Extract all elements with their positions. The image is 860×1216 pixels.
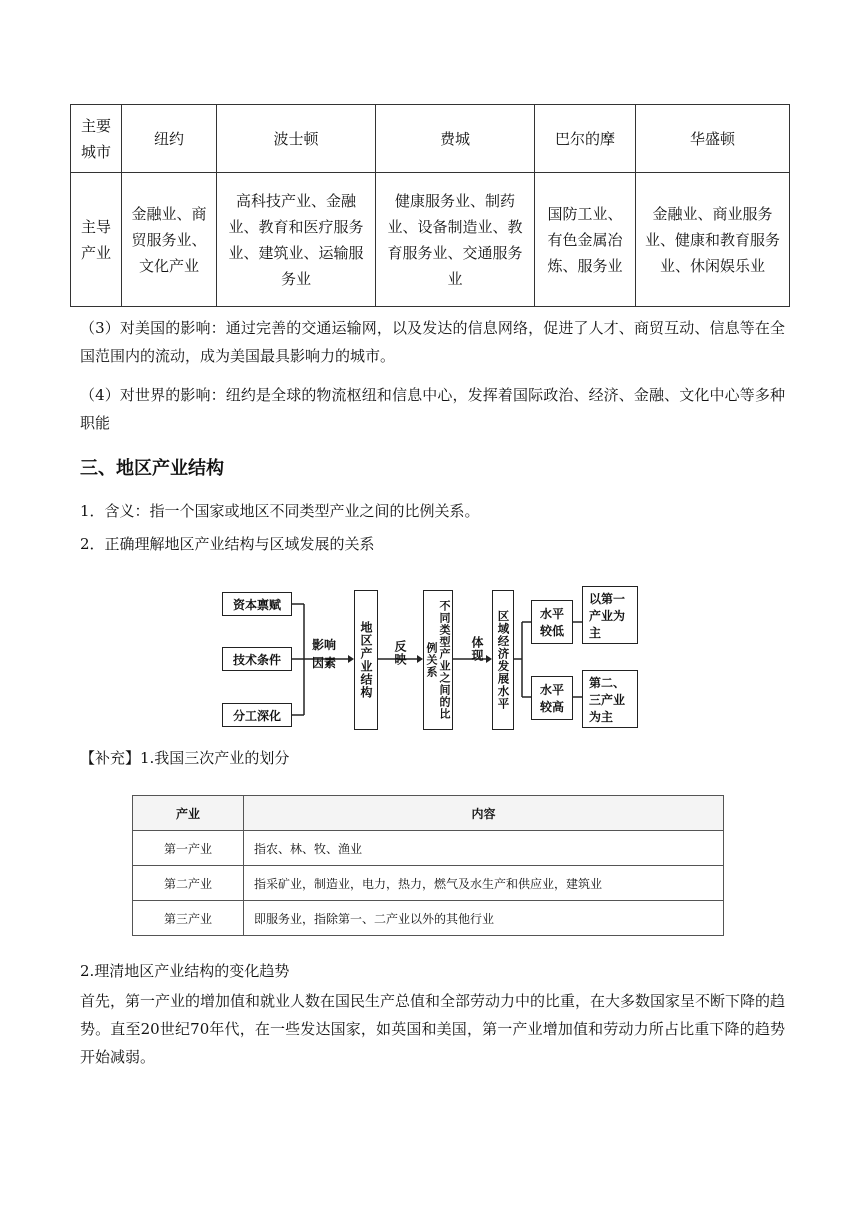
table-cell: 波士顿 [217,105,376,173]
trend-title: 2.理清地区产业结构的变化趋势 [80,962,290,980]
factor-box: 分工深化 [222,703,292,727]
factor-box: 技术条件 [222,647,292,671]
structure-box [354,590,378,730]
table-header-cell: 产业 [133,796,244,831]
relation-item: 2．正确理解地区产业结构与区域发展的关系 [80,535,375,553]
table-row [71,173,790,307]
table-cell: 指采矿业，制造业，电力，热力，燃气及水生产和供应业，建筑业 [244,866,724,901]
table-cell: 国防工业、有色金属冶炼、服务业 [535,173,636,307]
table-cell: 第一产业 [133,831,244,866]
supplement-title: 【补充】1.我国三次产业的划分 [80,749,290,767]
table-row [133,866,724,901]
table-cell: 即服务业，指除第一、二产业以外的其他行业 [244,901,724,936]
section-title: 三、地区产业结构 [80,458,224,479]
table-header-row [133,796,724,831]
table-cell: 健康服务业、制药业、设备制造业、教育服务业、交通服务业 [376,173,535,307]
primary-box: 以第一产业为主 [582,586,638,644]
table-cell: 费城 [376,105,535,173]
ratio-text: 不同类型产业之间的比例关系 [425,600,451,720]
table-cell: 巴尔的摩 [535,105,636,173]
table-row [71,105,790,173]
table-cell: 金融业、商贸服务业、文化产业 [122,173,217,307]
table-cell: 指农、林、牧、渔业 [244,831,724,866]
paragraph-world-impact: （4）对世界的影响：纽约是全球的物流枢纽和信息中心，发挥着国际政治、经济、金融、文化中心等多种职能 [80,386,785,432]
table-cell: 金融业、商业服务业、健康和教育服务业、休闲娱乐业 [636,173,790,307]
embody-label: 体现 [470,636,484,662]
factor-box: 资本禀赋 [222,592,292,616]
definition-item: 1．含义：指一个国家或地区不同类型产业之间的比例关系。 [80,502,480,520]
reflect-label: 反映 [393,640,407,666]
table-cell: 主导产业 [71,173,122,307]
table-cell: 华盛顿 [636,105,790,173]
low-level-box: 水平较低 [531,600,573,644]
table-row [133,831,724,866]
table-cell: 主要城市 [71,105,122,173]
table-header-cell: 内容 [244,796,724,831]
industry-structure-diagram [220,582,640,732]
level-box [492,590,514,730]
table-cell: 高科技产业、金融业、教育和医疗服务业、建筑业、运输服务业 [217,173,376,307]
city-industry-table [70,104,790,307]
influence-label: 影响因素 [312,638,337,670]
paragraph-us-impact: （3）对美国的影响：通过完善的交通运输网，以及发达的信息网络，促进了人才、商贸互动、信息等在全国范围内的流动，成为美国最具影响力的城市。 [80,319,785,365]
structure-text: 地区产业结构 [359,621,373,699]
trend-paragraph: 首先，第一产业的增加值和就业人数在国民生产总值和全部劳动力中的比重，在大多数国家呈不断下降的趋势。直至20世纪70年代，在一些发达国家，如英国和美国，第一产业增加值和劳动力所占比重下降的趋势开始减弱。 [80,992,786,1066]
industry-division-table [132,795,724,936]
ratio-box [423,590,453,730]
high-level-box: 水平较高 [531,676,573,720]
secondary-box: 第二、三产业为主 [582,670,638,728]
table-cell: 纽约 [122,105,217,173]
table-row [133,901,724,936]
level-text: 区域经济发展水平 [496,610,511,710]
table-cell: 第三产业 [133,901,244,936]
table-cell: 第二产业 [133,866,244,901]
